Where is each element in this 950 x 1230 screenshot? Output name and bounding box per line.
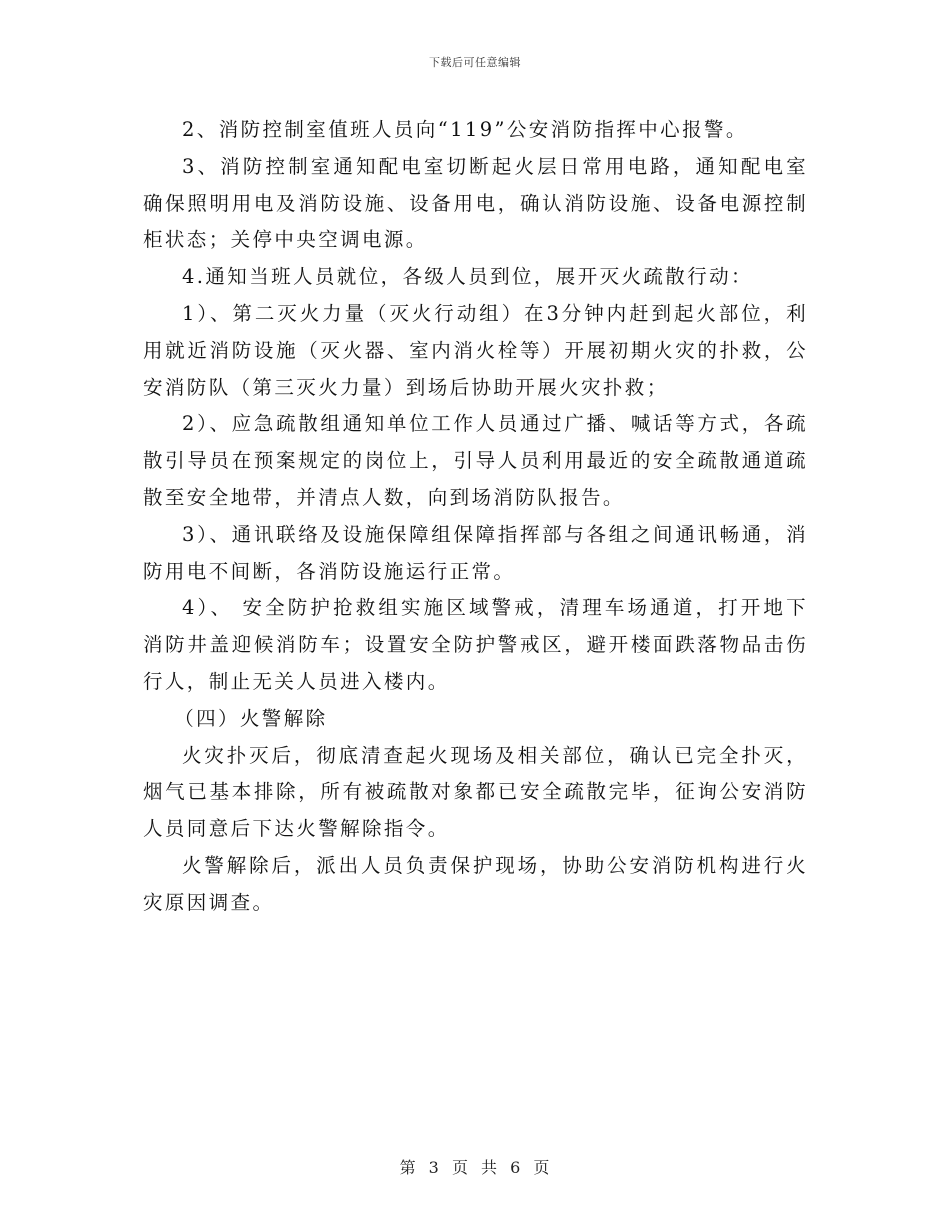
paragraph-firefighting-team: 1）、第二灭火力量（灭火行动组）在3分钟内赶到起火部位，利用就近消防设施（灭火器、室内消火栓等）开展初期火灾的扑救，公安消防队（第三灭火力量）到场后协助开展火灾扑救；	[143, 301, 808, 399]
paragraph-alarm-119: 2、消防控制室值班人员向“119”公安消防指挥中心报警。	[182, 118, 748, 141]
page-number: 第 3 页 共 6 页	[399, 1158, 551, 1177]
section-heading-alarm-release: （四）火警解除	[174, 706, 328, 730]
page-header: 下载后可任意编辑	[429, 56, 521, 69]
paragraph-evacuation-team: 2）、应急疏散组通知单位工作人员通过广播、喊话等方式，各疏散引导员在预案规定的岗位上，引导人员利用最近的安全疏散通道疏散至安全地带，并清点人数，向到场消防队报告。	[143, 412, 808, 509]
paragraph-safety-team: 4）、 安全防护抢救组实施区域警戒，清理车场通道，打开地下消防井盖迎候消防车；设置安全防护警戒区，避开楼面跌落物品击伤行人，制止无关人员进入楼内。	[143, 596, 808, 693]
paragraph-staff-deploy: 4.通知当班人员就位，各级人员到位，展开灭火疏散行动：	[182, 265, 753, 289]
paragraph-communication-team: 3）、通讯联络及设施保障组保障指挥部与各组之间通讯畅通，消防用电不间断，各消防设施运行正常。	[143, 522, 808, 583]
paragraph-alarm-release: 火灾扑灭后，彻底清查起火现场及相关部位，确认已完全扑灭，烟气已基本排除，所有被疏散对象都已安全疏散完毕，征询公安消防人员同意后下达火警解除指令。	[143, 743, 808, 841]
paragraph-investigation: 火警解除后，派出人员负责保护现场，协助公安消防机构进行火灾原因调查。	[143, 853, 808, 914]
paragraph-power-control: 3、消防控制室通知配电室切断起火层日常用电路，通知配电室确保照明用电及消防设施、设备用电，确认消防设施、设备电源控制柜状态；关停中央空调电源。	[143, 154, 808, 252]
document-body	[143, 112, 808, 922]
